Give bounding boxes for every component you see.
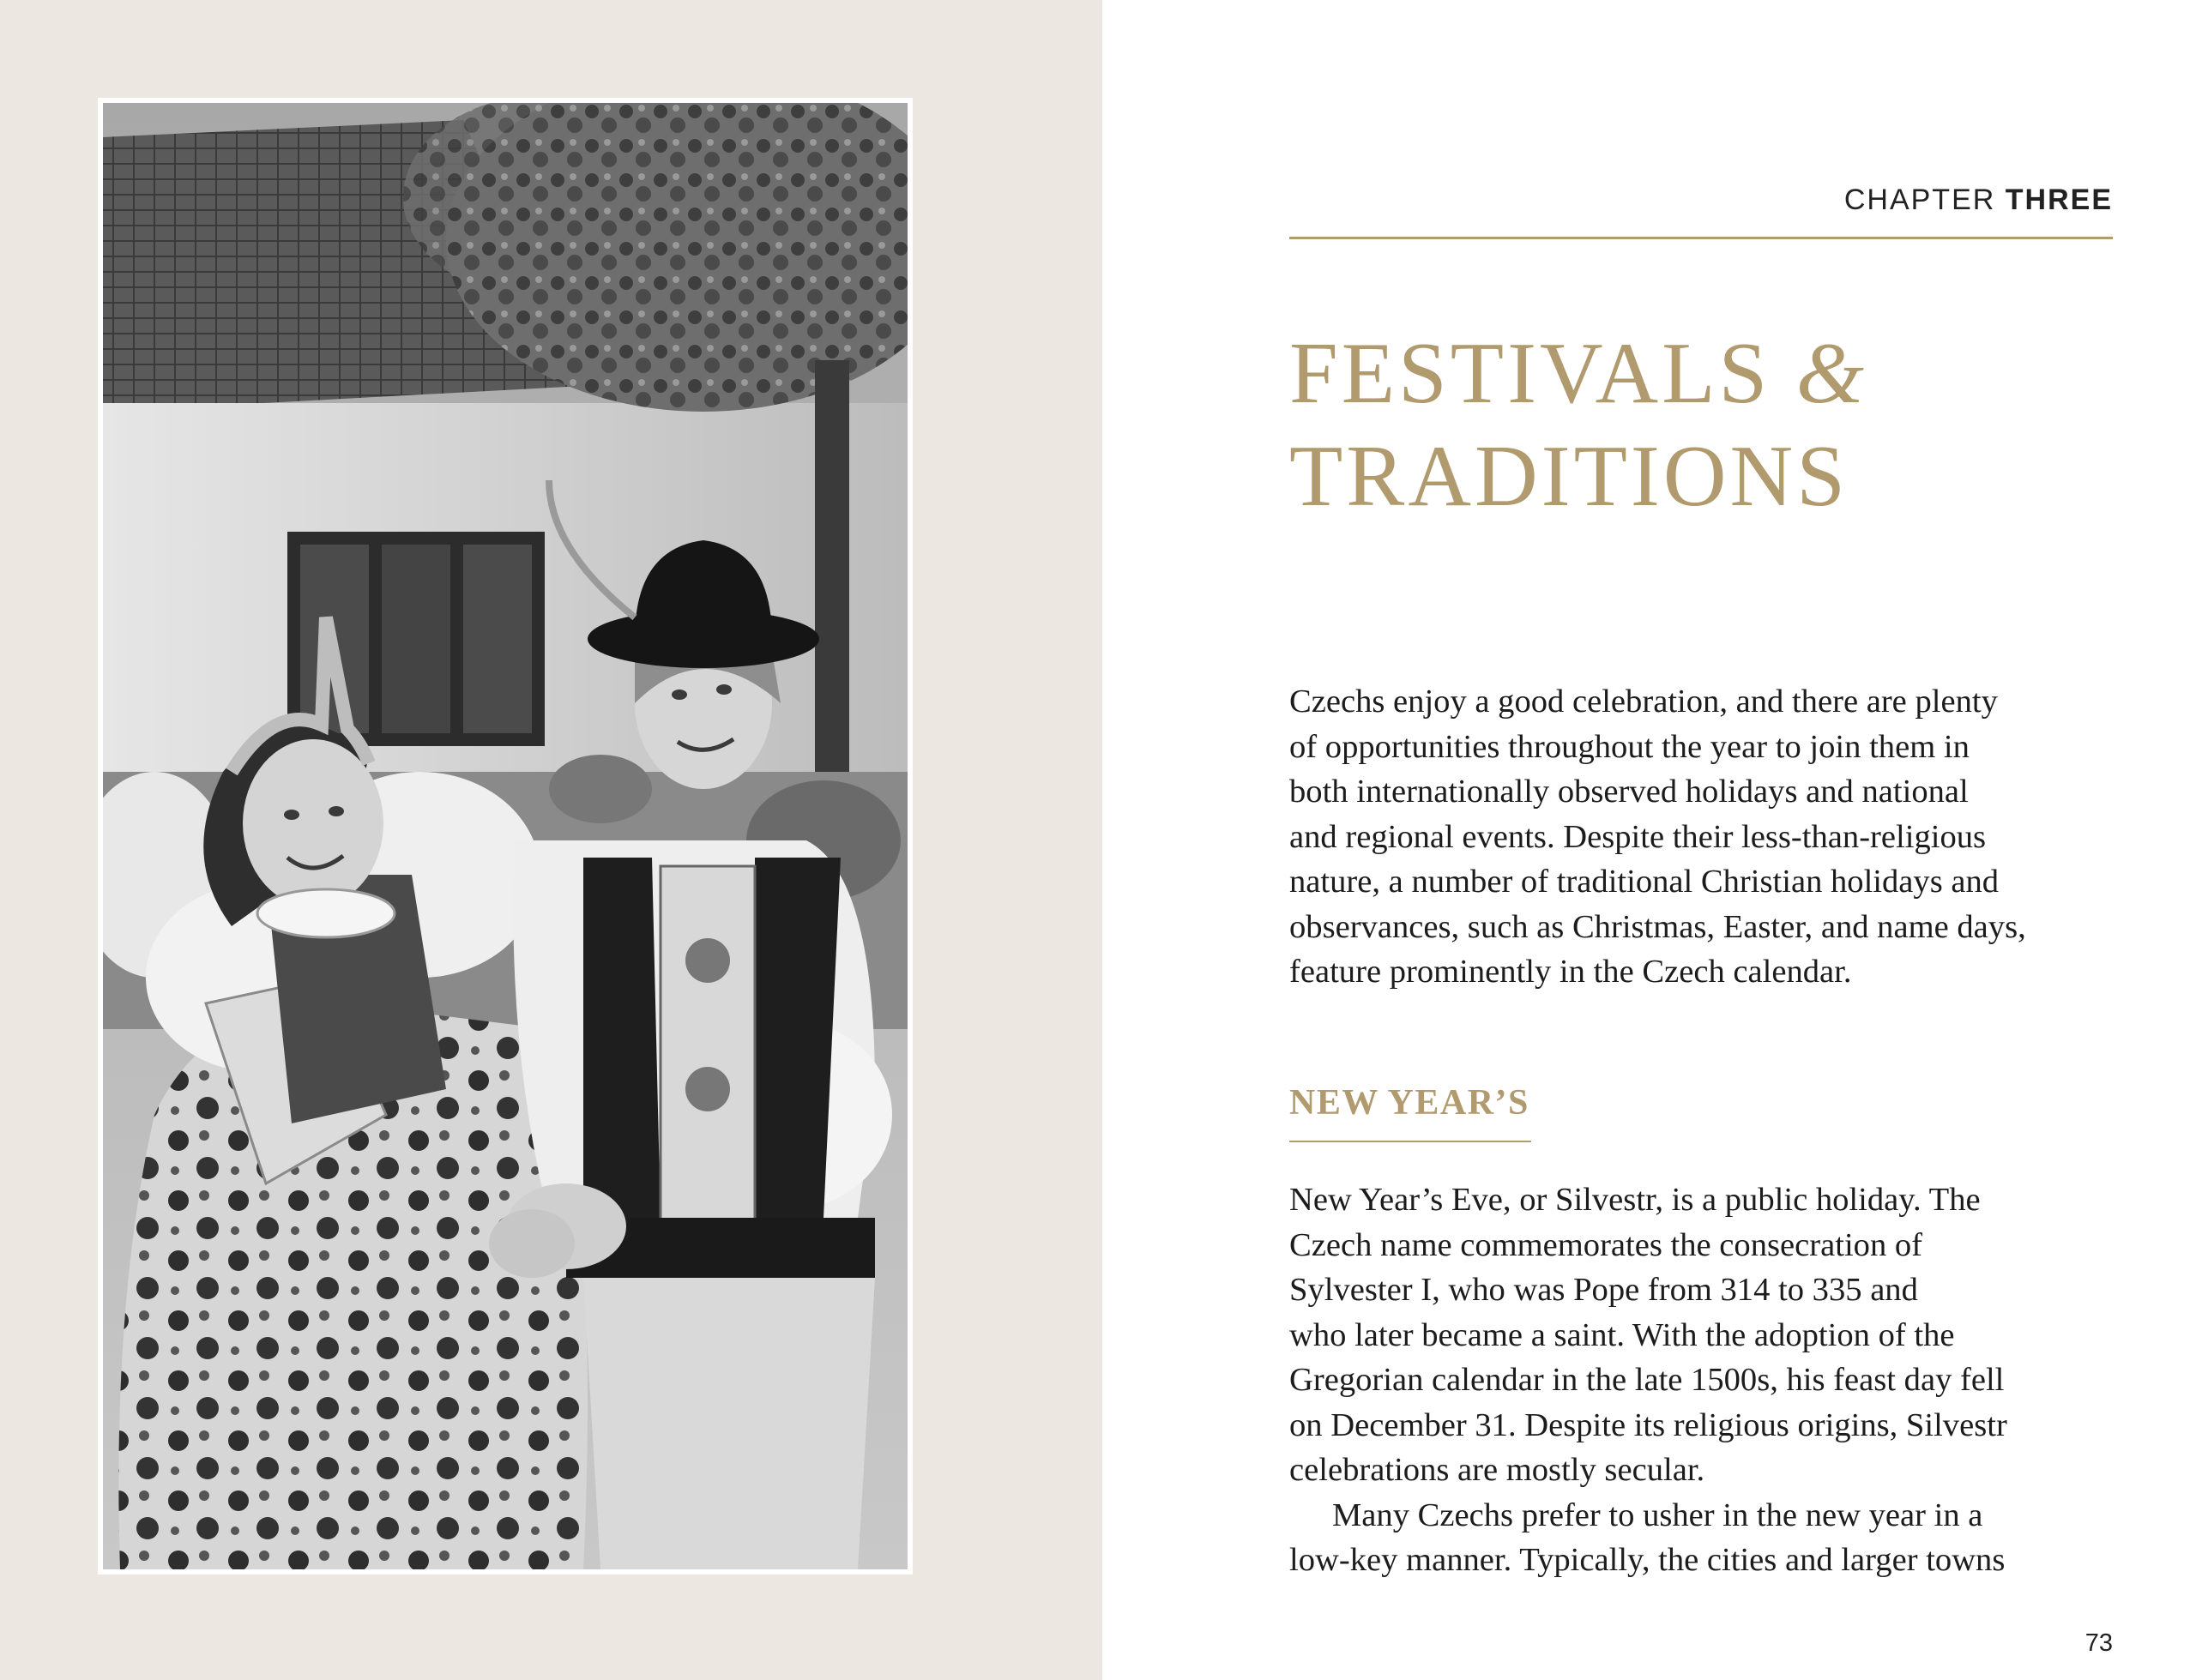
intro-paragraph xyxy=(1289,679,2113,995)
chapter-title xyxy=(1289,322,1867,528)
intro-line: Czechs enjoy a good celebration, and there are plenty xyxy=(1289,683,1998,720)
body-line: Czech name commemorates the consecration of xyxy=(1289,1226,1923,1263)
intro-line: observances, such as Christmas, Easter, and name days, xyxy=(1289,908,2026,945)
chapter-title-line-1 xyxy=(1289,322,1867,425)
intro-line: nature, a number of traditional Christian holidays and xyxy=(1289,864,2000,900)
body-line: Many Czechs prefer to usher in the new year in a xyxy=(1332,1496,1983,1533)
intro-line: feature prominently in the Czech calendar. xyxy=(1289,954,1852,990)
body-line: New Year’s Eve, or Silvestr, is a public holiday. The xyxy=(1289,1182,1981,1218)
chapter-title-ampersand: & xyxy=(1795,325,1868,422)
body-line: who later became a saint. With the adoption of the xyxy=(1289,1316,1955,1353)
chapter-title-line-2: TRADITIONS xyxy=(1289,428,1849,525)
intro-line: and regional events. Despite their less-than-religious xyxy=(1289,818,1987,855)
body-line: Gregorian calendar in the late 1500s, his feast day fell xyxy=(1289,1362,2005,1398)
section-heading-new-years: NEW YEAR’S xyxy=(1289,1083,1529,1123)
chapter-label-number: THREE xyxy=(2005,184,2113,216)
right-page xyxy=(1102,0,2196,1680)
chapter-rule xyxy=(1289,237,2113,239)
body-line: low-key manner. Typically, the cities and larger towns xyxy=(1289,1542,2006,1578)
intro-line: of opportunities throughout the year to join them in xyxy=(1289,728,1970,765)
page-number: 73 xyxy=(2084,1629,2113,1657)
body-line: on December 31. Despite its religious origins, Silvestr xyxy=(1289,1406,2007,1443)
chapter-label-prefix: CHAPTER xyxy=(1843,184,1996,216)
photo-frame xyxy=(98,98,913,1575)
section-heading-rule xyxy=(1289,1141,1531,1142)
intro-line: both internationally observed holidays and national xyxy=(1289,774,1969,810)
folk-costume-couple-photo xyxy=(103,103,908,1569)
body-line: Sylvester I, who was Pope from 314 to 335 and xyxy=(1289,1272,1918,1308)
new-years-paragraph xyxy=(1289,1177,2113,1583)
body-line: celebrations are mostly secular. xyxy=(1289,1452,1705,1488)
chapter-label xyxy=(1844,184,2113,217)
chapter-title-word-festivals: FESTIVALS xyxy=(1289,325,1771,422)
